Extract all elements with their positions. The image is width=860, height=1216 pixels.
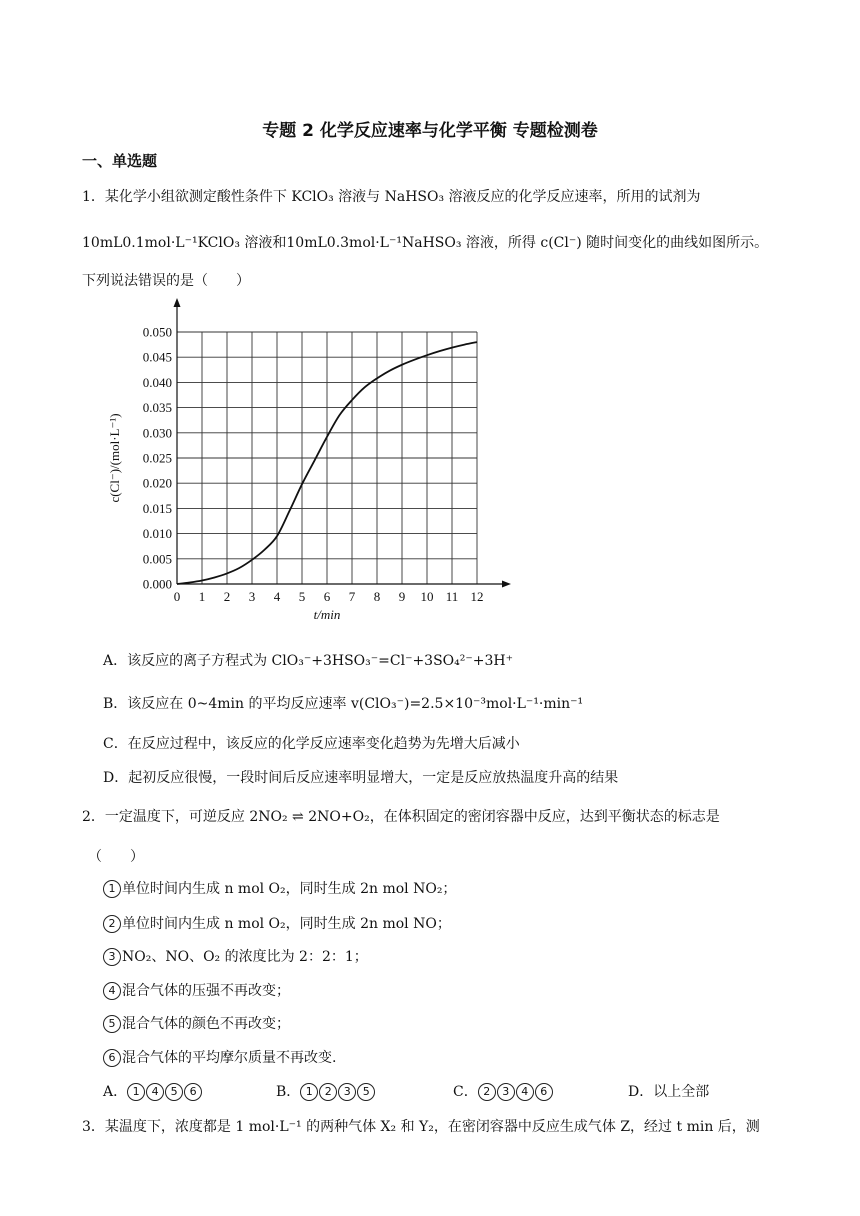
q2-item-1 bbox=[103, 878, 456, 898]
y-tick-label: 0.010 bbox=[142, 526, 172, 542]
circled-number: 3 bbox=[338, 1083, 356, 1101]
x-tick-label: 6 bbox=[323, 589, 331, 604]
y-axis-arrow bbox=[174, 298, 181, 307]
q2-item-6 bbox=[103, 1047, 336, 1067]
q1-line-2: 10mL0.1mol·L⁻¹KClO₃ 溶液和10mL0.3mol·L⁻¹NaHSO₃ 溶液，所得 c(Cl⁻) 随时间变化的曲线如图所示。 bbox=[82, 235, 769, 251]
page-title: 专题 2 化学反应速率与化学平衡 专题检测卷 bbox=[262, 121, 598, 141]
y-tick-label: 0.020 bbox=[142, 475, 172, 491]
q2-choice-d bbox=[628, 1081, 709, 1101]
choice-text: 以上全部 bbox=[653, 1084, 710, 1100]
x-tick-label: 2 bbox=[223, 589, 231, 604]
circled-number: 4 bbox=[516, 1083, 534, 1101]
x-tick-label: 1 bbox=[198, 589, 206, 604]
q2-item-text: 混合气体的颜色不再改变； bbox=[122, 1016, 290, 1032]
y-tick-label: 0.015 bbox=[142, 500, 172, 516]
q3-line-1: 3．某温度下，浓度都是 1 mol·L⁻¹ 的两种气体 X₂ 和 Y₂，在密闭容器中反应生成气体 Z，经过 t min 后，测 bbox=[82, 1119, 760, 1135]
circled-number: 5 bbox=[165, 1083, 183, 1101]
circled-number: 2 bbox=[319, 1083, 337, 1101]
x-axis-arrow bbox=[502, 581, 511, 588]
y-tick-label: 0.035 bbox=[142, 400, 172, 416]
y-tick-label: 0.030 bbox=[142, 425, 172, 441]
y-tick-label: 0.050 bbox=[142, 324, 172, 340]
q2-item-text: 混合气体的平均摩尔质量不再改变. bbox=[122, 1050, 337, 1066]
x-axis-label: t/min bbox=[313, 607, 341, 622]
circled-number: 6 bbox=[535, 1083, 553, 1101]
q1-option-c: C．在反应过程中，该反应的化学反应速率变化趋势为先增大后减小 bbox=[103, 736, 520, 752]
x-tick-label: 5 bbox=[298, 589, 306, 604]
circled-number: 4 bbox=[103, 982, 121, 1000]
circled-number: 6 bbox=[103, 1049, 121, 1067]
circled-number: 1 bbox=[103, 880, 121, 898]
concentration-time-chart bbox=[100, 296, 520, 632]
x-tick-label: 0 bbox=[173, 589, 181, 604]
q2-item-5 bbox=[103, 1013, 290, 1033]
circled-number: 2 bbox=[478, 1083, 496, 1101]
choice-label: A． bbox=[103, 1084, 128, 1100]
x-tick-label: 8 bbox=[373, 589, 381, 604]
circled-number: 3 bbox=[103, 948, 121, 966]
choice-label: D． bbox=[628, 1084, 654, 1100]
circled-number: 5 bbox=[103, 1015, 121, 1033]
circled-number: 5 bbox=[357, 1083, 375, 1101]
y-tick-label: 0.025 bbox=[142, 450, 172, 466]
x-tick-label: 3 bbox=[248, 589, 256, 604]
circled-number: 1 bbox=[127, 1083, 145, 1101]
q2-item-3 bbox=[103, 946, 368, 966]
section-heading: 一、单选题 bbox=[82, 152, 158, 170]
choice-label: B． bbox=[276, 1084, 301, 1100]
circled-number: 6 bbox=[184, 1083, 202, 1101]
q2-choice-c bbox=[453, 1081, 554, 1101]
q2-item-text: 混合气体的压强不再改变； bbox=[122, 983, 290, 999]
x-tick-label: 11 bbox=[445, 589, 459, 604]
y-axis-label: c(Cl⁻)/(mol·L⁻¹) bbox=[107, 413, 122, 503]
y-tick-label: 0.040 bbox=[142, 374, 172, 390]
q2-item-text: 单位时间内生成 n mol O₂，同时生成 2n mol NO₂； bbox=[122, 881, 457, 897]
q2-item-4 bbox=[103, 980, 290, 1000]
q1-line-1: 1．某化学小组欲测定酸性条件下 KClO₃ 溶液与 NaHSO₃ 溶液反应的化学反应速率，所用的试剂为 bbox=[82, 189, 701, 205]
q1-line-3: 下列说法错误的是（ ） bbox=[82, 273, 250, 289]
x-tick-label: 12 bbox=[470, 589, 484, 604]
choice-label: C． bbox=[453, 1084, 478, 1100]
q2-line-2: （ ） bbox=[88, 849, 144, 865]
x-tick-label: 9 bbox=[398, 589, 406, 604]
x-tick-label: 4 bbox=[273, 589, 281, 604]
circled-number: 3 bbox=[497, 1083, 515, 1101]
y-tick-label: 0.045 bbox=[142, 349, 172, 365]
circled-number: 2 bbox=[103, 915, 121, 933]
q2-item-text: 单位时间内生成 n mol O₂，同时生成 2n mol NO； bbox=[122, 916, 451, 932]
q2-item-text: NO₂、NO、O₂ 的浓度比为 2：2：1； bbox=[122, 949, 368, 965]
q2-choice-a bbox=[103, 1081, 203, 1101]
q1-option-b: B．该反应在 0~4min 的平均反应速率 v(ClO₃⁻)=2.5×10⁻³mol·L⁻¹·min⁻¹ bbox=[103, 696, 584, 712]
q2-choice-b bbox=[276, 1081, 376, 1101]
x-tick-label: 10 bbox=[420, 589, 434, 604]
y-tick-label: 0.005 bbox=[142, 551, 172, 567]
y-tick-label: 0.000 bbox=[142, 576, 172, 592]
x-tick-label: 7 bbox=[348, 589, 356, 604]
q1-option-d: D．起初反应很慢，一段时间后反应速率明显增大，一定是反应放热温度升高的结果 bbox=[103, 770, 619, 786]
q2-item-2 bbox=[103, 913, 451, 933]
q1-option-a: A．该反应的离子方程式为 ClO₃⁻+3HSO₃⁻=Cl⁻+3SO₄²⁻+3H⁺ bbox=[103, 653, 514, 669]
circled-number: 4 bbox=[146, 1083, 164, 1101]
q2-line-1: 2．一定温度下，可逆反应 2NO₂ ⇌ 2NO+O₂，在体积固定的密闭容器中反应，达到平衡状态的标志是 bbox=[82, 809, 720, 825]
circled-number: 1 bbox=[300, 1083, 318, 1101]
